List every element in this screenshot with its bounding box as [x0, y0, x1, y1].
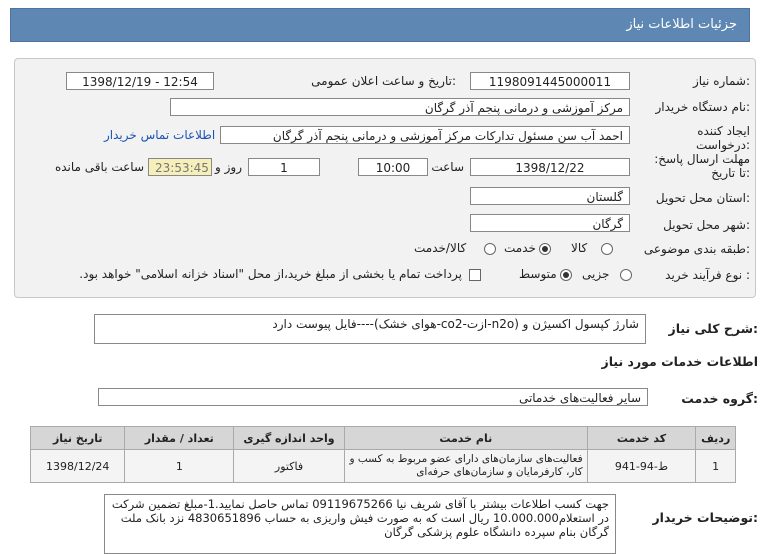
buyer-notes-field[interactable]: جهت کسب اطلاعات بیشتر با آقای شریف نیا 09119675266 تماس حاصل نمایید.1-مبلغ تضمین شرکت در استعلام10.000.000 ریال است که به صورت فیش واریزی به حساب 4830651896 نزد بانک ملت گرگان بنام سپرده دانشگاه علوم پزشکی گرگان	[104, 494, 616, 554]
cell-need-date: 1398/12/24	[31, 450, 125, 483]
process-type-label: نوع فرآیند خرید :	[665, 268, 750, 282]
summary-field[interactable]: شارژ کپسول اکسیژن و (n2o-ازت-co2-هوای خشک)----فایل پیوست دارد	[94, 314, 646, 344]
deadline-date-field[interactable]: 1398/12/22	[470, 158, 630, 176]
category-option-service: خدمت	[504, 241, 536, 255]
cell-service-code: ط-94-941	[587, 450, 696, 483]
city-label: شهر محل تحویل:	[663, 218, 750, 232]
cell-service-name: فعالیت‌های سازمان‌های دارای عضو مربوط به کسب و کار، کارفرمایان و سازمان‌های حرفه‌ای	[344, 450, 587, 483]
deadline-time-label: ساعت	[431, 160, 464, 174]
buyer-label: نام دستگاه خریدار:	[655, 100, 750, 114]
city-field[interactable]: گرگان	[470, 214, 630, 232]
need-number-field[interactable]: 1198091445000011	[470, 72, 630, 90]
cell-quantity: 1	[125, 450, 234, 483]
col-need-date: تاریخ نیاز	[31, 427, 125, 450]
col-unit: واحد اندازه گیری	[234, 427, 345, 450]
category-option-goods: کالا	[571, 241, 588, 255]
need-details-panel	[14, 58, 756, 298]
category-option-goods-service: کالا/خدمت	[414, 241, 467, 255]
process-option-medium: متوسط	[519, 267, 557, 281]
col-quantity: تعداد / مقدار	[125, 427, 234, 450]
services-section-title: اطلاعات خدمات مورد نیاز	[601, 354, 758, 369]
cell-unit: فاکتور	[234, 450, 345, 483]
services-table	[30, 426, 736, 483]
col-service-code: کد خدمت	[587, 427, 696, 450]
table-row[interactable]	[31, 450, 736, 483]
col-service-name: نام خدمت	[344, 427, 587, 450]
process-radio-minor[interactable]	[620, 269, 632, 281]
process-option-minor: جزیی	[582, 267, 610, 281]
days-label: روز و	[215, 160, 242, 174]
buyer-field[interactable]: مرکز آموزشی و درمانی پنجم آذر گرگان	[170, 98, 630, 116]
announce-datetime-label: تاریخ و ساعت اعلان عمومی:	[311, 74, 456, 88]
announce-datetime-field[interactable]: 1398/12/19 - 12:54	[66, 72, 214, 90]
days-remaining-field[interactable]: 1	[248, 158, 320, 176]
category-label: طبقه بندی موضوعی:	[643, 242, 750, 256]
cell-row: 1	[696, 450, 736, 483]
deadline-time-field[interactable]: 10:00	[358, 158, 428, 176]
deadline-label: مهلت ارسال پاسخ: تا تاریخ:	[654, 152, 750, 180]
category-radio-goods-service[interactable]	[484, 243, 496, 255]
province-label: استان محل تحویل:	[655, 191, 750, 205]
page-header	[10, 8, 750, 42]
remaining-label: ساعت باقی مانده	[54, 160, 144, 174]
services-table-header	[31, 427, 736, 450]
creator-label: ایجاد کننده درخواست:	[696, 124, 750, 152]
buyer-notes-label: توضیحات خریدار:	[652, 510, 758, 525]
summary-label: شرح کلی نیاز:	[668, 321, 758, 336]
page-title: جزئیات اطلاعات نیاز	[626, 17, 737, 32]
col-row: ردیف	[696, 427, 736, 450]
process-radio-medium[interactable]	[560, 269, 572, 281]
category-radio-goods[interactable]	[601, 243, 613, 255]
province-field[interactable]: گلستان	[470, 187, 630, 205]
category-radio-service[interactable]	[539, 243, 551, 255]
service-group-field[interactable]: سایر فعالیت‌های خدماتی	[98, 388, 648, 406]
service-group-label: گروه خدمت:	[681, 391, 758, 406]
buyer-contact-link[interactable]: اطلاعات تماس خریدار	[104, 128, 216, 142]
creator-field[interactable]: احمد آب سن مسئول تدارکات مرکز آموزشی و درمانی پنجم آذر گرگان	[220, 126, 630, 144]
treasury-payment-note: پرداخت تمام یا بخشی از مبلغ خرید،از محل "اسناد خزانه اسلامی" خواهد بود.	[79, 267, 462, 281]
treasury-payment-checkbox[interactable]	[469, 269, 481, 281]
need-number-label: شماره نیاز:	[692, 74, 750, 88]
countdown-timer: 23:53:45	[148, 158, 212, 176]
